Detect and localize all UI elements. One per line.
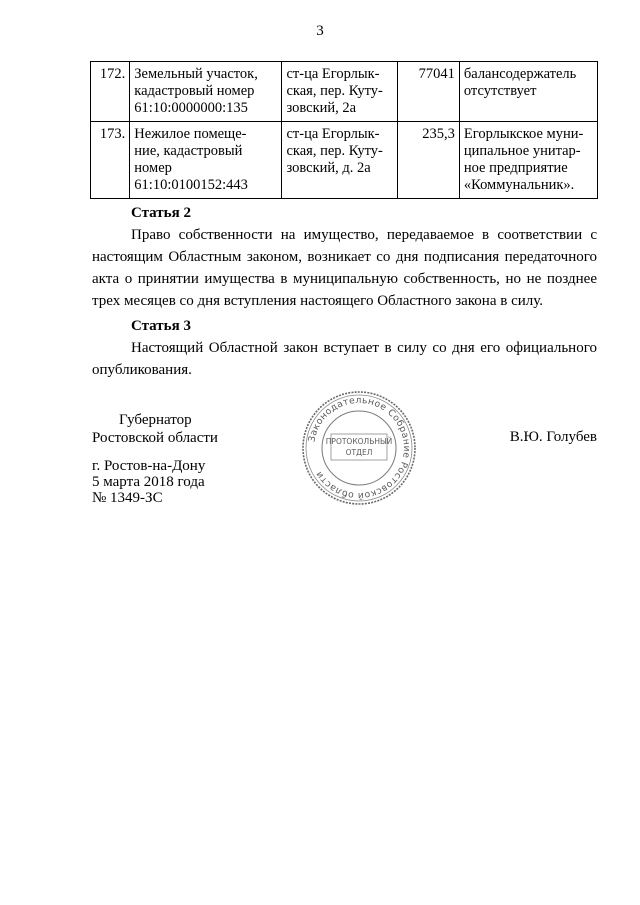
property-area: 77041 <box>398 62 459 122</box>
property-area: 235,3 <box>398 122 459 199</box>
property-table <box>90 61 598 199</box>
property-name: Нежилое помеще- ние, кадастровый номер 61:10:0100152:443 <box>130 122 282 199</box>
row-number: 172. <box>91 62 130 122</box>
date: 5 марта 2018 года <box>92 474 205 490</box>
article-2-text: Право собственности на имущество, передаваемое в соответствии с настоящим Областным законом, возникает со дня подписания передаточного акта о принятии имущества в муниципальную собственность, но не позднее трех месяцев со дня вступления настоящего Областного закона в силу. <box>92 227 597 309</box>
property-address: ст-ца Егорлык- ская, пер. Куту- зовский, 2а <box>282 62 398 122</box>
property-holder: балансодержатель отсутствует <box>459 62 597 122</box>
place: г. Ростов-на-Дону <box>92 458 206 474</box>
stamp-center-line2: ОТДЕЛ <box>345 448 373 457</box>
property-address: ст-ца Егорлык- ская, пер. Куту- зовский, д. 2а <box>282 122 398 199</box>
governor-title: Губернатор <box>119 412 192 428</box>
table-row <box>91 62 598 122</box>
seal-stamp-icon <box>300 389 418 507</box>
article-2-heading: Статья 2 <box>131 205 191 221</box>
place-date-block <box>92 458 205 506</box>
stamp-ring-text: Законодательное Собрание Ростовской области <box>306 394 413 502</box>
law-number: № 1349-ЗС <box>92 490 163 506</box>
article-3-text: Настоящий Областной закон вступает в силу со дня его официального опубликования. <box>92 340 597 378</box>
property-name: Земельный участок, кадастровый номер 61:10:0000000:135 <box>130 62 282 122</box>
signatory-name: В.Ю. Голубев <box>509 429 597 445</box>
article-3-heading: Статья 3 <box>131 318 191 334</box>
signatory-position <box>92 411 218 447</box>
governor-region: Ростовской области <box>92 430 218 446</box>
row-number: 173. <box>91 122 130 199</box>
page-number: 3 <box>316 23 324 39</box>
stamp-center-line1: ПРОТОКОЛЬНЫЙ <box>325 437 393 446</box>
property-holder: Егорлыкское муни- ципальное унитар- ное предприятие «Коммунальник». <box>459 122 597 199</box>
table-row <box>91 122 598 199</box>
